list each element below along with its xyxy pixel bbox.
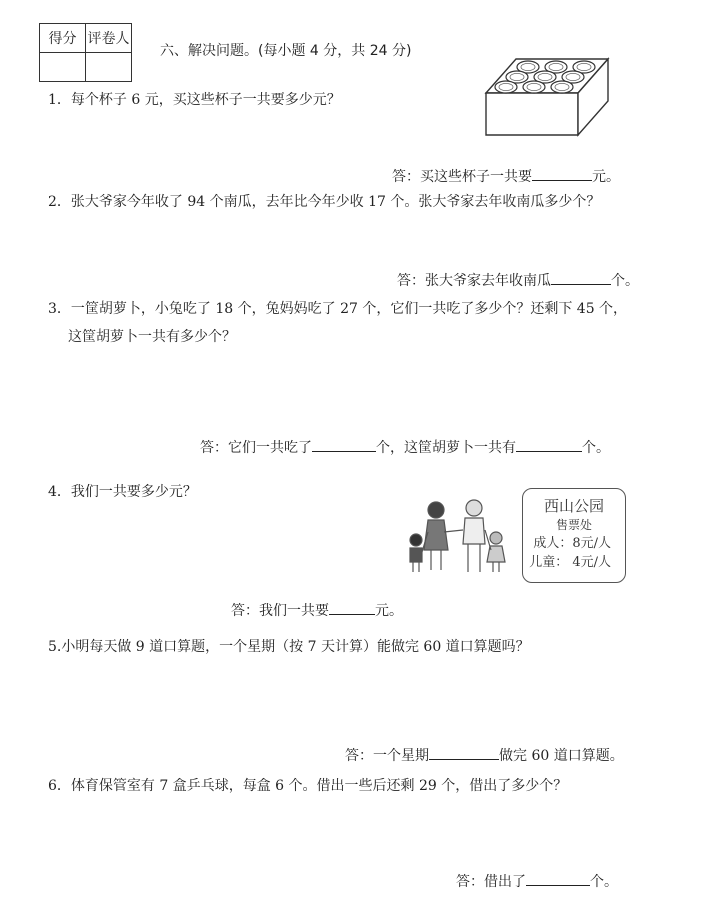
sign-subtitle: 售票处: [555, 518, 592, 532]
answer-5-blank[interactable]: [429, 745, 499, 760]
answer-3: 答：它们一共吃了 个，这筐胡萝卜一共有 个。: [200, 437, 610, 458]
sign-adult-price: 成人：8元/人: [533, 536, 611, 551]
cup-box-illustration: [480, 53, 612, 139]
question-5: 5.小明每天做 9 道口算题，一个星期（按 7 天计算）能做完 60 道口算题吗？: [48, 639, 530, 655]
answer-4: 答：我们一共要 元。: [231, 600, 403, 621]
sign-title: 西山公园: [543, 497, 604, 515]
answer-6-blank[interactable]: [526, 871, 590, 886]
question-2: 2．张大爷家今年收了 94 个南瓜，去年比今年少收 17 个。张大爷家去年收南瓜多少个？: [48, 194, 601, 210]
question-1: 1．每个杯子 6 元，买这些杯子一共要多少元？: [48, 92, 341, 108]
question-6: 6．体育保管室有 7 盒乒乓球，每盒 6 个。借出一些后还剩 29 个，借出了多少个？: [48, 778, 568, 794]
question-3-line-2: 这筐胡萝卜一共有多少个？: [68, 329, 236, 345]
answer-3b-blank[interactable]: [516, 437, 582, 452]
score-box: [39, 23, 132, 82]
answer-1: 答：买这些杯子一共要 元。: [392, 166, 620, 187]
family-illustration: [404, 492, 516, 576]
question-3-line-1: 3．一筐胡萝卜，小兔吃了 18 个，兔妈妈吃了 27 个，它们一共吃了多少个？还剩下 45 个，: [48, 301, 628, 317]
score-cell[interactable]: [40, 53, 86, 82]
sign-child-price: 儿童： 4元/人: [529, 555, 611, 570]
answer-5: 答：一个星期 做完 60 道口算题。: [345, 745, 624, 766]
question-4: 4．我们一共要多少元？: [48, 484, 197, 500]
ticket-sign: [522, 488, 626, 583]
answer-1-blank[interactable]: [532, 166, 592, 181]
answer-2: 答：张大爷家去年收南瓜 个。: [397, 270, 639, 291]
answer-6: 答：借出了 个。: [456, 871, 618, 892]
grader-cell[interactable]: [86, 53, 132, 82]
answer-3a-blank[interactable]: [312, 437, 376, 452]
score-header: 得分: [40, 24, 86, 53]
answer-2-blank[interactable]: [551, 270, 611, 285]
answer-4-blank[interactable]: [329, 600, 375, 615]
section-title: 六、解决问题。(每小题 4 分，共 24 分): [160, 43, 412, 59]
grader-header: 评卷人: [86, 24, 132, 53]
